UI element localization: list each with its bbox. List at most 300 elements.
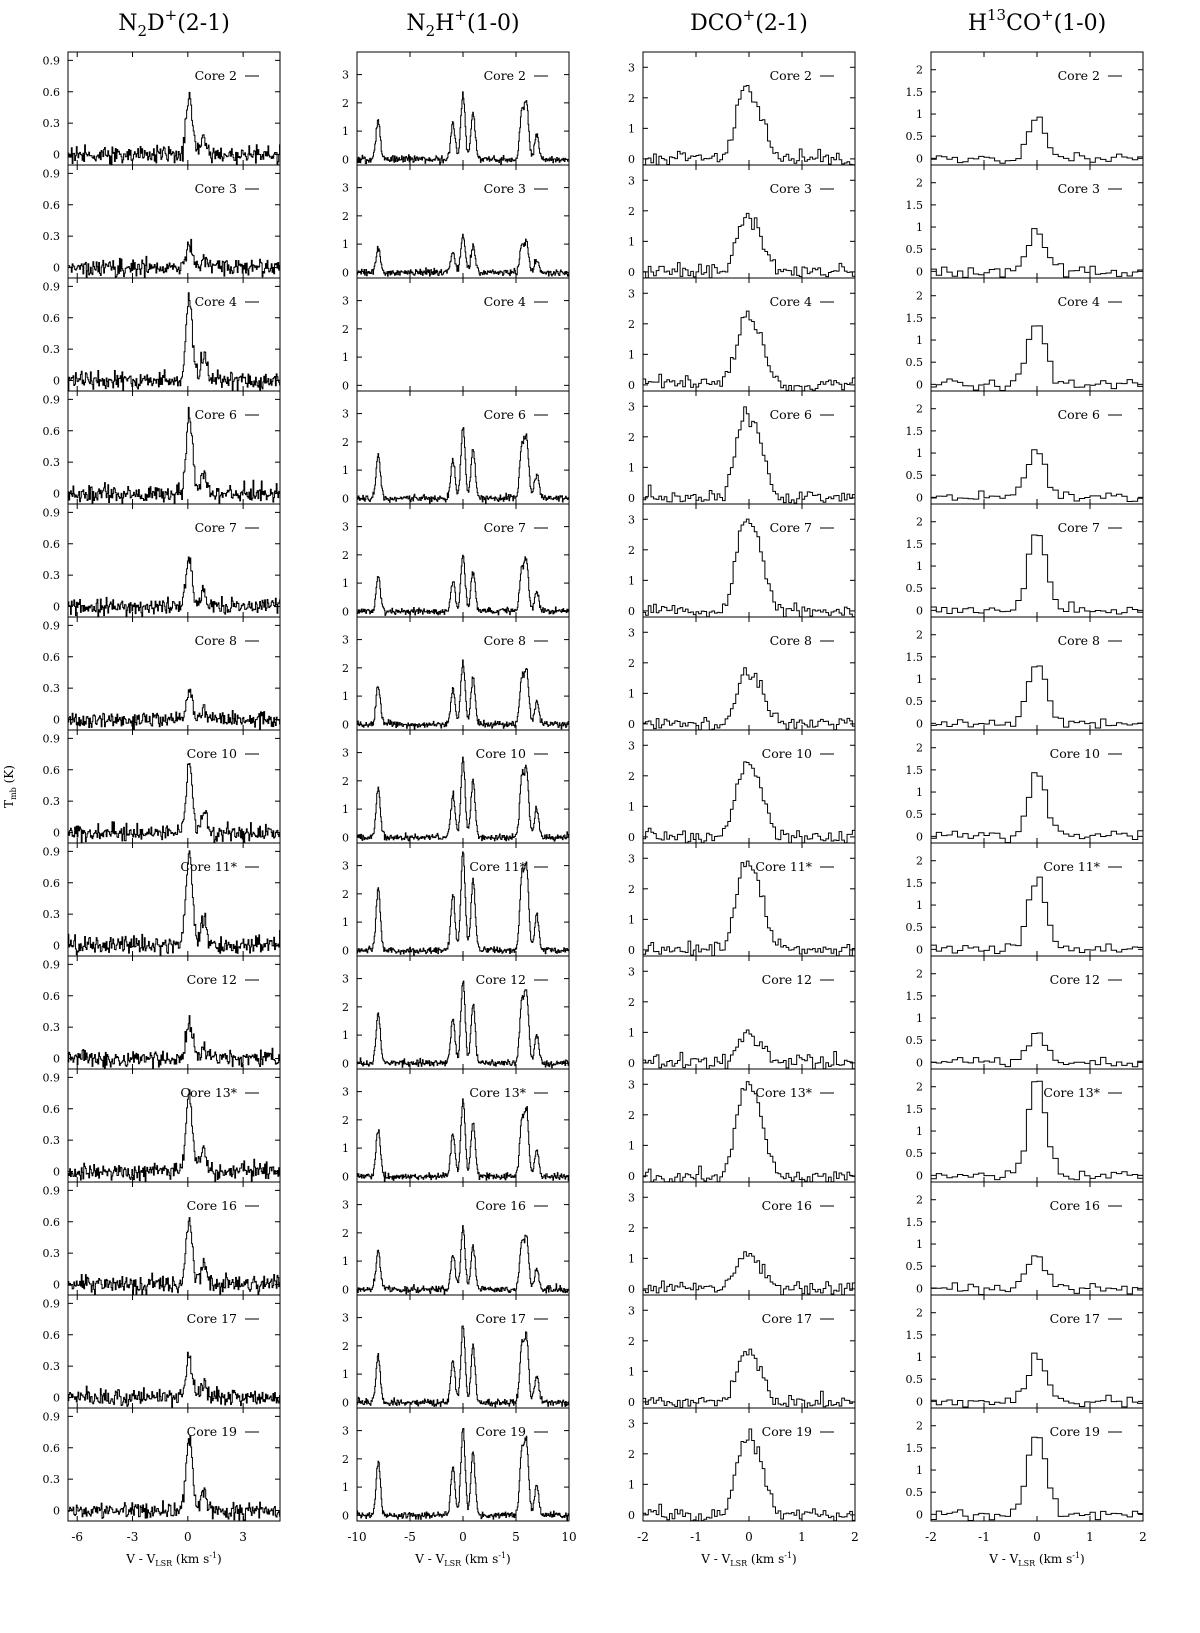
panel-3-row-9 (628, 956, 855, 1070)
y-tick-label: 0.5 (905, 808, 923, 822)
legend-label: Core 4 (483, 294, 526, 309)
y-tick-label: 0 (53, 713, 60, 727)
y-tick-label: 1.5 (905, 85, 923, 99)
y-tick-label: 3 (628, 1304, 635, 1318)
spectrum-line (643, 762, 855, 843)
spectrum-line (68, 1218, 280, 1294)
panel-1-row-12 (43, 1295, 281, 1408)
legend-label: Core 11* (469, 859, 526, 874)
x-tick-label: 5 (512, 1530, 520, 1544)
panel-4-row-5 (906, 504, 1144, 617)
x-tick-label: 3 (239, 1530, 247, 1544)
spectrum-line (643, 213, 855, 277)
y-tick-label: 1.5 (905, 424, 923, 438)
y-tick-label: 2 (342, 1113, 349, 1127)
y-tick-label: 0 (916, 1169, 923, 1183)
y-tick-label: 0.5 (905, 469, 923, 483)
panel-3-row-12 (628, 1295, 855, 1409)
spectrum-line (68, 557, 280, 616)
panel-frame (643, 1182, 855, 1295)
spectrum-line (643, 311, 855, 391)
y-tick-label: 1 (916, 334, 923, 348)
spectrum-line (357, 757, 569, 841)
panel-1-row-13 (43, 1408, 281, 1521)
panel-1-row-6 (43, 617, 281, 730)
legend-label: Core 6 (769, 407, 812, 422)
y-tick-label: 3 (628, 287, 635, 301)
panel-4-row-8 (906, 843, 1144, 956)
y-tick-label: 0 (628, 265, 635, 279)
y-tick-label: 3 (342, 859, 349, 873)
y-tick-label: 1 (628, 800, 635, 814)
spectrum-line (931, 535, 1143, 614)
panel-frame (931, 956, 1143, 1069)
panel-frame (68, 1295, 280, 1408)
x-tick-label: 0 (184, 1530, 192, 1544)
y-tick-label: 3 (342, 972, 349, 986)
y-tick-label: 0 (916, 491, 923, 505)
panel-frame (357, 504, 569, 617)
y-tick-label: 0 (53, 826, 60, 840)
legend-label: Core 16 (761, 1198, 812, 1213)
y-tick-label: 2 (916, 628, 923, 642)
y-tick-label: 0.5 (905, 582, 923, 596)
panel-frame (643, 1408, 855, 1521)
x-axis-label: V - $V_{LSR}$ (km $s^{-1}$) (126, 1551, 222, 1568)
y-tick-label: 0.9 (42, 1184, 60, 1198)
y-tick-label: 2 (342, 1452, 349, 1466)
y-tick-label: 0 (916, 1395, 923, 1409)
y-tick-label: 1 (916, 1238, 923, 1252)
legend-label: Core 7 (1057, 520, 1100, 535)
y-tick-label: 2 (628, 995, 635, 1009)
panel-2-row-7 (342, 730, 569, 844)
y-tick-label: 0.9 (42, 393, 60, 407)
y-tick-label: 1 (916, 1125, 923, 1139)
y-tick-label: 1 (916, 1351, 923, 1365)
y-tick-label: 3 (628, 400, 635, 414)
y-tick-label: 1.5 (905, 1102, 923, 1116)
x-tick-label: -2 (637, 1530, 649, 1544)
y-tick-label: 0 (53, 261, 60, 275)
y-tick-label: 0.9 (42, 958, 60, 972)
y-tick-label: 0.3 (42, 1473, 60, 1487)
y-tick-label: 3 (342, 520, 349, 534)
y-tick-label: 0.9 (42, 1297, 60, 1311)
y-tick-label: 0.9 (42, 506, 60, 520)
y-tick-label: 0.5 (905, 356, 923, 370)
y-tick-label: 0.6 (42, 537, 60, 551)
y-tick-label: 3 (342, 1198, 349, 1212)
legend-label: Core 8 (483, 633, 526, 648)
y-tick-label: 2 (916, 1419, 923, 1433)
y-tick-label: 1 (916, 447, 923, 461)
panel-4-row-3 (906, 278, 1144, 391)
legend-label: Core 3 (769, 181, 812, 196)
y-tick-label: 0.3 (42, 1134, 60, 1148)
panel-1-row-1 (43, 52, 281, 165)
y-tick-label: 3 (628, 174, 635, 188)
y-tick-label: 0 (916, 1508, 923, 1522)
legend-label: Core 12 (186, 972, 237, 987)
y-tick-label: 0 (628, 943, 635, 957)
y-tick-label: 1 (916, 560, 923, 574)
y-tick-label: 1 (916, 1012, 923, 1026)
y-tick-label: 1 (342, 803, 349, 817)
y-tick-label: 0 (916, 830, 923, 844)
y-tick-label: 0.9 (42, 732, 60, 746)
y-tick-label: 0.3 (42, 117, 60, 131)
column-title-4: $H^{13}CO^+(1-0)$ (967, 6, 1107, 36)
legend-label: Core 13* (469, 1085, 526, 1100)
y-tick-label: 1.5 (905, 1215, 923, 1229)
panel-1-row-4 (43, 391, 281, 504)
y-tick-label: 3 (342, 181, 349, 195)
legend-label: Core 8 (194, 633, 237, 648)
legend-label: Core 10 (761, 746, 812, 761)
y-tick-label: 0.5 (905, 243, 923, 257)
y-tick-label: 0.6 (42, 1328, 60, 1342)
y-tick-label: 0 (342, 1396, 349, 1410)
spectrum-line (68, 1090, 280, 1181)
panel-4-row-11 (906, 1182, 1144, 1295)
y-tick-label: 2 (628, 1221, 635, 1235)
y-tick-label: 0 (916, 1056, 923, 1070)
y-tick-label: 2 (916, 402, 923, 416)
y-tick-label: 1 (916, 673, 923, 687)
y-tick-label: 0 (53, 487, 60, 501)
y-tick-label: 0 (628, 1169, 635, 1183)
panel-frame (643, 52, 855, 165)
spectrum-line (931, 666, 1143, 728)
legend-label: Core 19 (761, 1424, 812, 1439)
y-tick-label: 0.3 (42, 1021, 60, 1035)
y-tick-label: 2 (916, 1193, 923, 1207)
spectrum-line (643, 1252, 855, 1295)
legend-label: Core 16 (186, 1198, 237, 1213)
column-title-1: $N_2D^+(2-1)$ (118, 6, 230, 40)
spectrum-line (931, 877, 1143, 953)
legend-label: Core 16 (1049, 1198, 1100, 1213)
y-tick-label: 3 (342, 746, 349, 760)
spectrum-line (357, 92, 569, 165)
y-tick-label: 1 (342, 690, 349, 704)
x-tick-label: 0 (459, 1530, 467, 1544)
spectrum-line (68, 764, 280, 842)
panel-frame (357, 1295, 569, 1408)
y-tick-label: 1 (628, 235, 635, 249)
y-tick-label: 2 (916, 967, 923, 981)
spectrum-line (931, 1353, 1143, 1407)
y-tick-label: 1 (342, 125, 349, 139)
y-tick-label: 3 (628, 739, 635, 753)
panel-frame (931, 52, 1143, 165)
y-tick-label: 1 (628, 913, 635, 927)
legend-label: Core 13* (180, 1085, 237, 1100)
panel-frame (931, 1295, 1143, 1408)
panel-frame (357, 956, 569, 1069)
y-tick-label: 0.9 (42, 1071, 60, 1085)
legend-label: Core 3 (1057, 181, 1100, 196)
panel-frame (357, 391, 569, 504)
y-tick-label: 0 (53, 1165, 60, 1179)
y-tick-label: 0.5 (905, 1147, 923, 1161)
spectrum-line (68, 1436, 280, 1520)
y-tick-label: 1 (628, 1478, 635, 1492)
y-tick-label: 2 (916, 741, 923, 755)
y-tick-label: 2 (342, 774, 349, 788)
panel-2-row-4 (342, 391, 569, 505)
panel-3-row-6 (628, 617, 855, 731)
y-tick-label: 0.6 (42, 198, 60, 212)
y-tick-label: 2 (342, 209, 349, 223)
y-tick-label: 2 (628, 882, 635, 896)
y-tick-label: 0.3 (42, 1247, 60, 1261)
panel-1-row-9 (43, 956, 281, 1069)
panel-3-row-8 (628, 843, 855, 957)
panel-2-row-12 (342, 1295, 569, 1409)
panel-frame (68, 504, 280, 617)
panel-2-row-11 (342, 1182, 569, 1296)
panel-4-row-7 (906, 730, 1144, 843)
y-tick-label: 2 (342, 661, 349, 675)
y-tick-label: 0 (628, 378, 635, 392)
y-tick-label: 0 (916, 265, 923, 279)
legend-label: Core 10 (475, 746, 526, 761)
y-tick-label: 0 (916, 1282, 923, 1296)
y-tick-label: 0.9 (42, 280, 60, 294)
y-tick-label: 3 (628, 513, 635, 527)
spectrum-line (643, 407, 855, 503)
legend-label: Core 7 (483, 520, 526, 535)
y-tick-label: 2 (628, 91, 635, 105)
panel-frame (931, 504, 1143, 617)
y-tick-label: 0 (916, 378, 923, 392)
y-tick-label: 2 (628, 1334, 635, 1348)
legend-label: Core 10 (186, 746, 237, 761)
y-tick-label: 2 (628, 430, 635, 444)
spectrum-line (357, 234, 569, 276)
legend-label: Core 12 (1049, 972, 1100, 987)
legend-label: Core 7 (769, 520, 812, 535)
y-tick-label: 1 (916, 108, 923, 122)
spectrum-line (357, 1429, 569, 1521)
legend-label: Core 2 (769, 68, 812, 83)
spectrum-line (931, 1256, 1143, 1295)
y-tick-label: 0.9 (42, 167, 60, 181)
panel-4-row-1 (906, 52, 1144, 165)
spectrum-line (931, 1033, 1143, 1067)
y-tick-label: 1 (628, 687, 635, 701)
panel-frame (357, 278, 569, 391)
spectrum-line (68, 239, 280, 277)
panel-4-row-10 (906, 1069, 1144, 1182)
y-tick-label: 0.3 (42, 569, 60, 583)
y-tick-label: 2 (628, 769, 635, 783)
panel-3-row-5 (628, 504, 855, 618)
y-tick-label: 2 (342, 1226, 349, 1240)
y-tick-label: 0.5 (905, 1486, 923, 1500)
x-tick-label: 0 (1033, 1530, 1041, 1544)
y-tick-label: 0.6 (42, 85, 60, 99)
panel-frame (931, 617, 1143, 730)
legend-label: Core 11* (1043, 859, 1100, 874)
legend-label: Core 13* (755, 1085, 812, 1100)
y-tick-label: 1 (628, 1252, 635, 1266)
legend-label: Core 8 (1057, 633, 1100, 648)
panel-frame (68, 617, 280, 730)
panel-frame (643, 956, 855, 1069)
y-tick-label: 1.5 (905, 763, 923, 777)
panel-2-row-10 (342, 1069, 569, 1183)
legend-label: Core 3 (194, 181, 237, 196)
x-tick-label: -5 (404, 1530, 416, 1544)
panel-frame (357, 1069, 569, 1182)
y-tick-label: 0 (628, 717, 635, 731)
panel-2-row-8 (342, 843, 569, 957)
y-tick-label: 2 (342, 96, 349, 110)
panel-frame (357, 1408, 569, 1521)
y-tick-label: 1 (916, 221, 923, 235)
x-tick-label: 2 (851, 1530, 859, 1544)
y-tick-label: 0.6 (42, 876, 60, 890)
panel-frame (643, 165, 855, 278)
legend-label: Core 10 (1049, 746, 1100, 761)
x-tick-label: -2 (925, 1530, 937, 1544)
y-tick-label: 2 (916, 289, 923, 303)
y-tick-label: 1.5 (905, 537, 923, 551)
spectrum-line (643, 1429, 855, 1521)
y-tick-label: 0 (342, 944, 349, 958)
legend-label: Core 2 (1057, 68, 1100, 83)
y-tick-label: 0.5 (905, 695, 923, 709)
y-tick-label: 0 (342, 831, 349, 845)
y-tick-label: 0.3 (42, 343, 60, 357)
y-tick-label: 1 (916, 1464, 923, 1478)
y-tick-label: 1 (342, 1255, 349, 1269)
spectrum-line (68, 1016, 280, 1068)
y-tick-label: 3 (342, 68, 349, 82)
y-tick-label: 3 (628, 1417, 635, 1431)
spectrum-line (931, 326, 1143, 391)
panel-4-row-4 (906, 391, 1144, 504)
legend-label: Core 4 (769, 294, 812, 309)
spectrum-line (68, 293, 280, 390)
y-tick-label: 1 (342, 1142, 349, 1156)
y-tick-label: 2 (916, 63, 923, 77)
panel-frame (643, 617, 855, 730)
panel-1-row-7 (43, 730, 281, 843)
panel-3-row-4 (628, 391, 855, 505)
y-tick-label: 2 (916, 1080, 923, 1094)
y-tick-label: 0 (628, 491, 635, 505)
y-tick-label: 0 (53, 600, 60, 614)
spectrum-line (68, 407, 280, 503)
column-title-3: DCO+(2-1) (690, 6, 808, 36)
panel-frame (643, 1069, 855, 1182)
panel-3-row-3 (628, 278, 855, 392)
spectrum-line (931, 1437, 1143, 1520)
y-tick-label: 0 (53, 1391, 60, 1405)
panel-frame (68, 730, 280, 843)
spectrum-line (643, 85, 855, 164)
panel-2-row-1 (342, 52, 569, 166)
y-tick-label: 2 (628, 1447, 635, 1461)
y-tick-label: 1 (342, 1368, 349, 1382)
y-tick-label: 0 (342, 1057, 349, 1071)
y-tick-label: 0 (53, 1504, 60, 1518)
y-tick-label: 0 (342, 1283, 349, 1297)
panel-3-row-1 (628, 52, 855, 166)
y-tick-label: 1.5 (905, 1441, 923, 1455)
legend-label: Core 4 (1057, 294, 1100, 309)
x-axis-label: V - $V_{LSR}$ (km $s^{-1}$) (701, 1551, 797, 1568)
spectrum-line (68, 92, 280, 164)
legend-label: Core 3 (483, 181, 526, 196)
spectrum-line (931, 117, 1143, 163)
y-tick-label: 0.9 (42, 54, 60, 68)
legend-label: Core 17 (475, 1311, 526, 1326)
y-tick-label: 0.3 (42, 908, 60, 922)
y-tick-label: 0.6 (42, 1215, 60, 1229)
spectrum-line (357, 981, 569, 1068)
y-tick-label: 1 (916, 786, 923, 800)
x-tick-label: 0 (745, 1530, 753, 1544)
y-tick-label: 0 (342, 605, 349, 619)
x-tick-label: -1 (690, 1530, 702, 1544)
panel-4-row-12 (906, 1295, 1144, 1408)
legend-label: Core 16 (475, 1198, 526, 1213)
y-tick-label: 1 (628, 574, 635, 588)
y-tick-label: 0 (916, 604, 923, 618)
spectrum-line (357, 555, 569, 615)
y-tick-label: 1 (342, 1029, 349, 1043)
spectrum-line (357, 428, 569, 504)
spectrum-line (643, 519, 855, 617)
panel-frame (68, 956, 280, 1069)
panel-3-row-13 (628, 1408, 855, 1522)
panel-1-row-10 (43, 1069, 281, 1182)
panel-3-row-2 (628, 165, 855, 279)
y-tick-label: 0.6 (42, 311, 60, 325)
legend-label: Core 4 (194, 294, 237, 309)
panel-frame (357, 617, 569, 730)
y-tick-label: 0.6 (42, 424, 60, 438)
y-tick-label: 2 (916, 176, 923, 190)
panel-frame (931, 1182, 1143, 1295)
panel-frame (357, 843, 569, 956)
y-tick-label: 2 (342, 887, 349, 901)
y-tick-label: 0.5 (905, 1373, 923, 1387)
y-tick-label: 0 (342, 492, 349, 506)
y-tick-label: 2 (628, 656, 635, 670)
y-tick-label: 0.6 (42, 1441, 60, 1455)
y-tick-label: 1 (628, 1139, 635, 1153)
y-tick-label: 2 (342, 322, 349, 336)
y-tick-label: 0 (628, 1508, 635, 1522)
x-tick-label: -6 (71, 1530, 84, 1544)
panel-frame (357, 730, 569, 843)
y-tick-label: 3 (342, 1085, 349, 1099)
panel-1-row-11 (43, 1182, 281, 1295)
y-tick-label: 0 (628, 830, 635, 844)
panel-3-row-7 (628, 730, 855, 844)
y-tick-label: 1.5 (905, 876, 923, 890)
y-tick-label: 0 (53, 1052, 60, 1066)
panel-3-row-10 (628, 1069, 855, 1183)
x-tick-label: 1 (798, 1530, 806, 1544)
y-tick-label: 0.3 (42, 1360, 60, 1374)
